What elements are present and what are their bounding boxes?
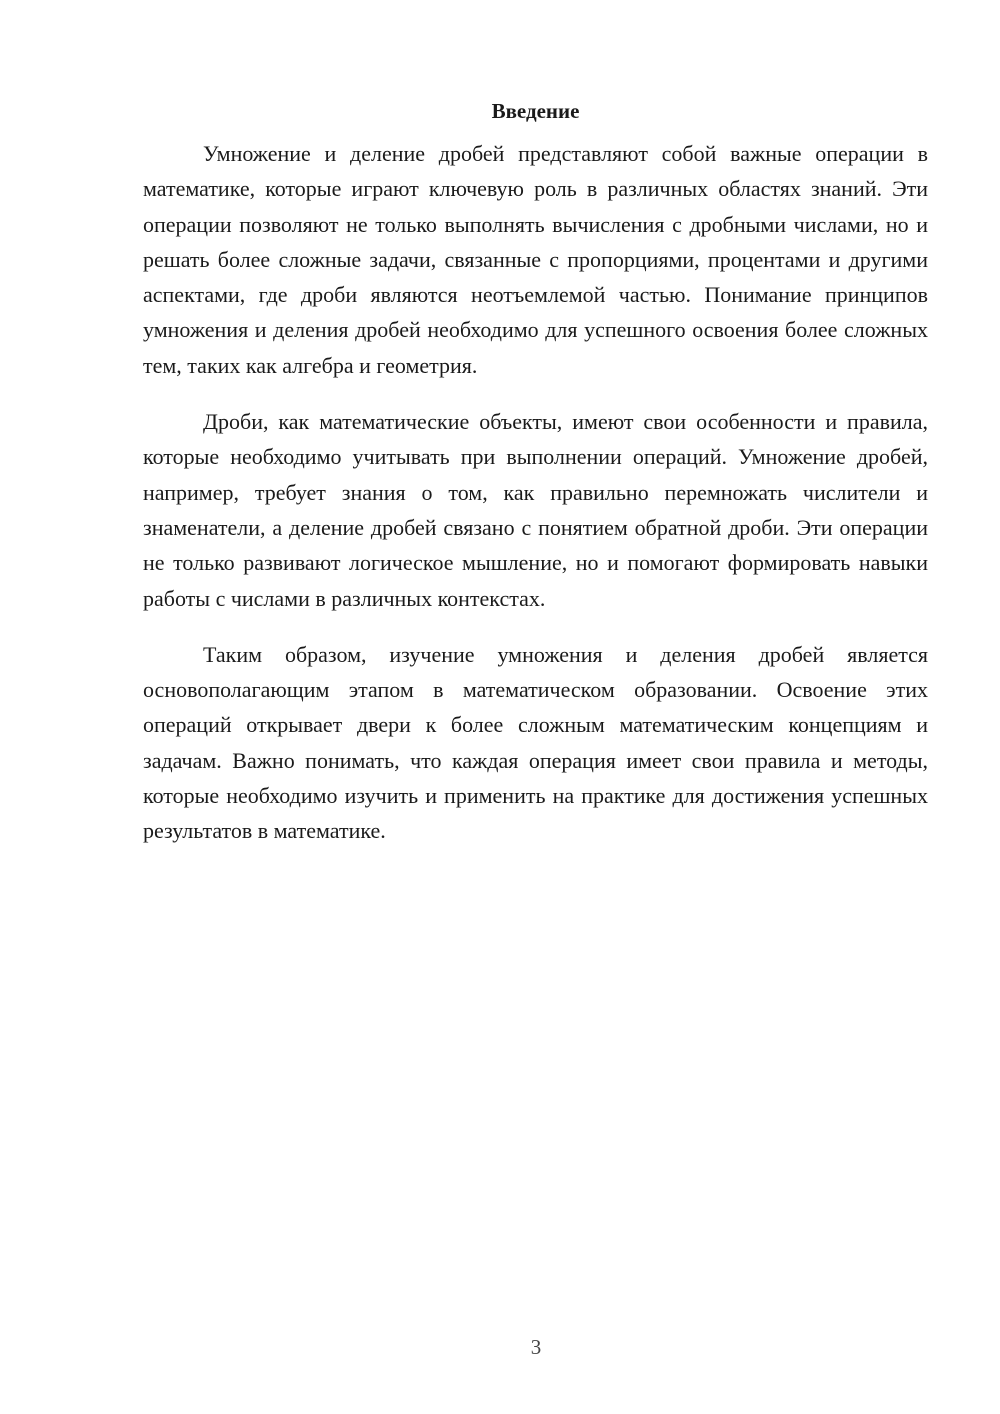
paragraph-3: Таким образом, изучение умножения и деления дробей является основополагающим этапом в математическом образовании. Освоение этих операций открывает двери к более сложным математическим концепциям и задачам. Важно понимать, что каждая операция имеет свои правила и методы, которые необходимо изучить и применить на практике для достижения успешных результатов в математике.: [143, 641, 928, 844]
paragraph-1: Умножение и деление дробей представляют собой важные операции в математике, которые играют ключевую роль в различных областях знаний. Эти операции позволяют не только выполнять вычисления с дробными числами, но и решать более сложные задачи, связанные с пропорциями, процентами и другими аспектами, где дроби являются неотъемлемой частью. Понимание принципов умножения и деления дробей необходимо для успешного освоения более сложных тем, таких как алгебра и геометрия.: [143, 141, 928, 378]
section-title: Введение: [491, 99, 580, 123]
page-number: 3: [530, 1335, 542, 1359]
paragraph-2: Дроби, как математические объекты, имеют свои особенности и правила, которые необходимо учитывать при выполнении операций. Умножение дробей, например, требует знания о том, как правильно перемножать числители и знаменатели, а деление дробей связано с понятием обратной дроби. Эти операции не только развивают логическое мышление, но и помогают формировать навыки работы с числами в различных контекстах.: [143, 409, 928, 611]
page-content: [143, 94, 928, 849]
